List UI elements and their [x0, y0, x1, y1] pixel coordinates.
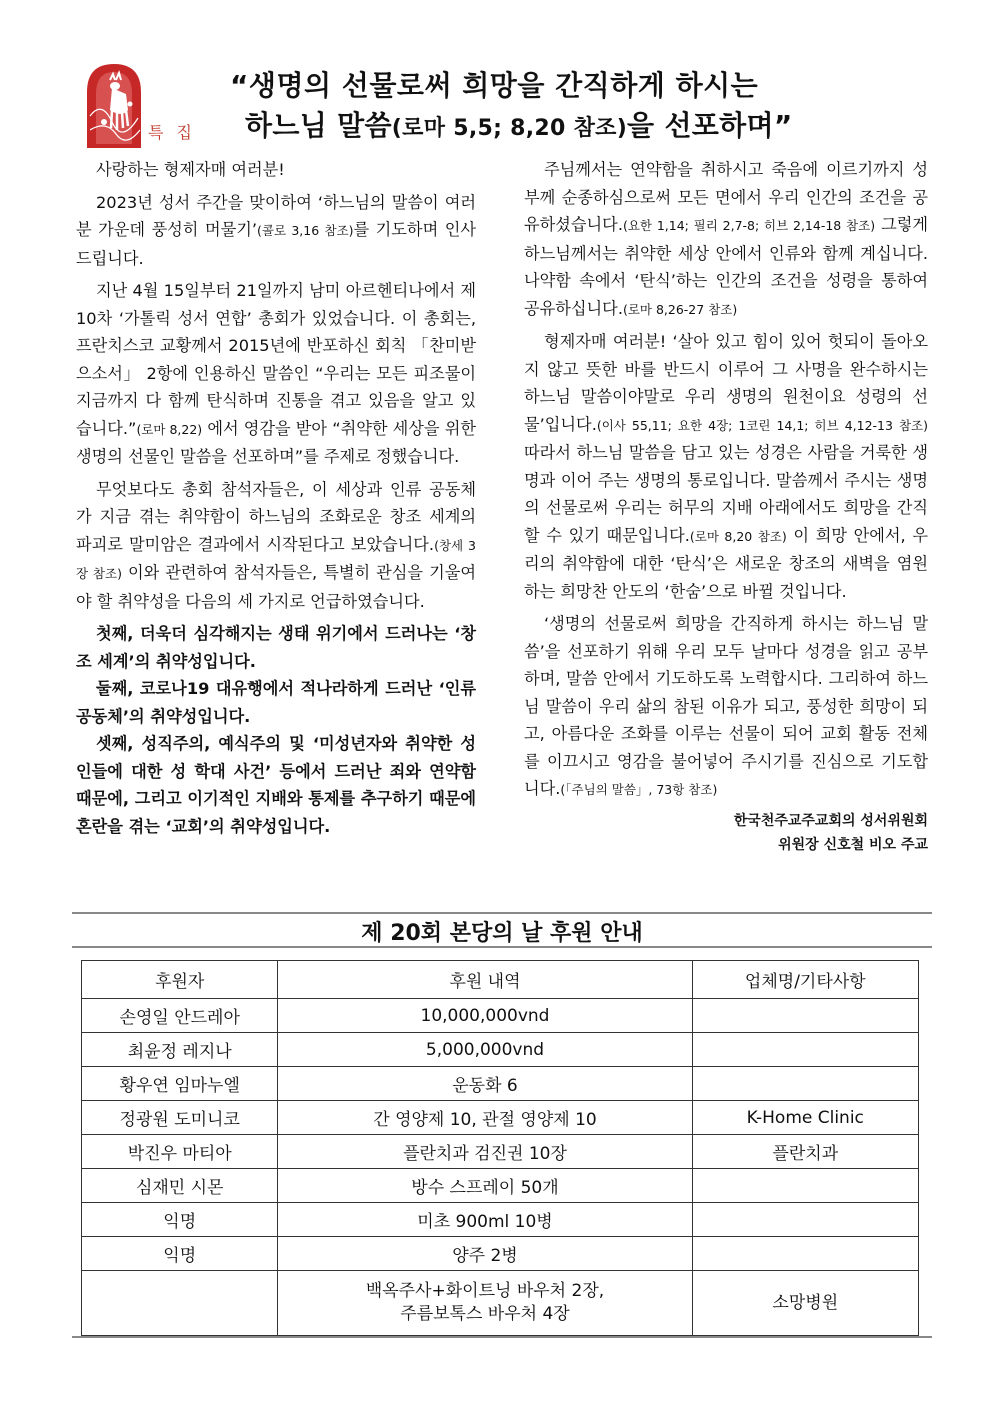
item-cell: 방수 스프레이 50개: [278, 1169, 692, 1203]
left-column: [76, 156, 476, 840]
note-cell: [692, 1067, 918, 1101]
scripture-ref: (로마 8,22): [136, 421, 203, 437]
table-row: [82, 1033, 919, 1067]
page-title-line-2: [245, 104, 793, 144]
note-cell: 소망병원: [692, 1271, 918, 1336]
support-notice-title: 제 20회 본당의 날 후원 안내: [361, 921, 643, 946]
table-row: [82, 1067, 919, 1101]
column-header-note: 업체명/기타사항: [692, 961, 918, 999]
donor-cell: 황우연 임마누엘: [82, 1067, 278, 1101]
note-cell: [692, 1237, 918, 1271]
text: 그렇게 하느님께서는 취약한 세상 안에서 인류와 함께 계십니다. 나약함 속에서 ‘탄식’하는 인간의 조건을 성령을 통하여 공유하십니다.: [524, 215, 928, 318]
greeting: 사랑하는 형제자매 여러분!: [96, 160, 285, 179]
item-cell: [278, 1271, 692, 1336]
table-header-row: [82, 961, 919, 999]
table-row: [82, 1203, 919, 1237]
item-cell: 10,000,000vnd: [278, 999, 692, 1033]
text: 2023년 성서 주간을 맞이하여 ‘하느님의 말씀이 여러분 가운데 풍성히 머물기’: [76, 192, 476, 239]
note-cell: K-Home Clinic: [692, 1101, 918, 1135]
scripture-ref: (콜로 3,16 참조): [257, 223, 354, 238]
signature-chair: 위원장 신호철 비오 주교: [778, 836, 928, 853]
scripture-ref: (「주님의 말씀」, 73항 참조): [560, 782, 718, 797]
divider-bottom: [72, 1336, 932, 1338]
title-part-b: 을 선포하며”: [627, 109, 793, 142]
badge-label: 특 집: [148, 123, 196, 142]
note-cell: [692, 1169, 918, 1203]
page-title-line-1: “생명의 선물로써 희망을 간직하게 하시는: [230, 69, 759, 102]
paragraph-3: [76, 277, 476, 471]
item-cell: 간 영양제 10, 관절 영양제 10: [278, 1101, 692, 1135]
donor-cell: 박진우 마티아: [82, 1135, 278, 1169]
table-row: [82, 1101, 919, 1135]
item-cell: 5,000,000vnd: [278, 1033, 692, 1067]
signature-committee: 한국천주교주교회의 성서위원회: [733, 812, 928, 829]
paragraph-7: [524, 610, 928, 804]
note-cell: 플란치과: [692, 1135, 918, 1169]
text: 를 기도하며 인사드립니다.: [76, 220, 476, 268]
point-first: 첫째, 더욱더 심각해지는 생태 위기에서 드러나는 ‘창조 세계’의 취약성입니다.: [76, 624, 476, 671]
support-table: [81, 960, 919, 1336]
text: 에서 영감을 받아 “취약한 세상을 위한 생명의 선물인 말씀을 선포하며”를 주제로 정했습니다.: [76, 418, 476, 466]
column-header-donor: 후원자: [82, 961, 278, 999]
item-line-2: 주름보톡스 바우처 4장: [400, 1304, 570, 1324]
scripture-ref: (로마 8,26-27 참조): [622, 301, 738, 317]
text: 지난 4월 15일부터 21일까지 남미 아르헨티나에서 제10차 ‘가톨릭 성서 연합’ 총회가 있었습니다. 이 총회는, 프란치스코 교황께서 2015년에 반포하신 회칙 「찬미받으소서」 2항에 인용하신 말씀인 “우리는 모든 피조물이 지금까지 다 함께 탄식하며 진통을 겪고 있음을 알고 있습니다.”: [76, 281, 476, 438]
text: 형제자매 여러분! ‘살아 있고 힘이 있어 헛되이 돌아오지 않고 뜻한 바를 반드시 이루어 그 사명을 완수하시는 하느님 말씀이야말로 우리 생명의 원천이요 성령의 선물’입니다.: [524, 332, 928, 434]
donor-cell: 익명: [82, 1203, 278, 1237]
note-cell: [692, 1203, 918, 1237]
donor-cell: 손영일 안드레아: [82, 999, 278, 1033]
text: 이와 관련하여 참석자들은, 특별히 관심을 기울여야 할 취약성을 다음의 세 가지로 언급하였습니다.: [76, 563, 477, 611]
table-row: [82, 1271, 919, 1336]
paragraph-4: [76, 476, 476, 616]
paragraph-6: [524, 328, 928, 605]
item-cell: 운동화 6: [278, 1067, 692, 1101]
item-line-1: 백옥주사+화이트닝 바우처 2장,: [365, 1281, 605, 1301]
note-cell: [692, 1033, 918, 1067]
scripture-ref: (이사 55,11; 요한 4장; 1코린 14,1; 히브 4,12-13 참조): [596, 417, 928, 433]
table-row: [82, 1169, 919, 1203]
table-row: [82, 1237, 919, 1271]
text: 주님께서는 연약함을 취하시고 죽음에 이르기까지 성부께 순종하심으로써 모든 면에서 우리 인간의 조건을 공유하셨습니다.: [524, 160, 928, 234]
item-cell: 플란치과 검진권 10장: [278, 1135, 692, 1169]
title-part-a: 하느님 말씀: [245, 109, 392, 142]
paragraph-5: [524, 156, 928, 323]
right-column: [524, 156, 928, 857]
paragraph-2: [76, 189, 476, 273]
text: 이 희망 안에서, 우리의 취약함에 대한 ‘탄식’은 새로운 창조의 새벽을 염원하는 희망찬 안도의 ‘한숨’으로 바뀔 것입니다.: [524, 525, 928, 601]
divider-top: [72, 912, 932, 914]
item-cell: 미초 900ml 10병: [278, 1203, 692, 1237]
scripture-ref: (창세 3장 참조): [76, 537, 477, 581]
text: 무엇보다도 총회 참석자들은, 이 세상과 인류 공동체가 지금 겪는 취약함이 하느님의 조화로운 창조 세계의 파괴로 말미암은 결과에서 시작된다고 보았습니다.: [76, 479, 476, 554]
table-row: [82, 1135, 919, 1169]
text: ‘생명의 선물로써 희망을 간직하게 하시는 하느님 말씀’을 선포하기 위해 우리 모두 날마다 성경을 읽고 공부하며, 말씀 안에서 기도하도록 노력합시다. 그리하여 하느님 말씀이 우리 삶의 참된 이유가 되고, 풍성한 희망이 되고, 아름다운 조화를 이루는 선물이 되어 교회 활동 전체를 이끄시고 영감을 불어넣어 주시기를 진심으로 기도합니다.: [524, 614, 928, 798]
note-cell: [692, 999, 918, 1033]
scripture-ref: (로마 8,20 참조): [689, 528, 787, 544]
title-scripture-ref: (로마 5,5; 8,20 참조): [391, 116, 628, 141]
table-row: [82, 999, 919, 1033]
donor-cell: 정광원 도미니코: [82, 1101, 278, 1135]
scripture-ref: (요한 1,14; 필리 2,7-8; 히브 2,14-18 참조): [622, 218, 876, 233]
special-feature-badge: [82, 60, 200, 148]
donor-cell: 심재민 시몬: [82, 1169, 278, 1203]
text: 따라서 하느님 말씀을 담고 있는 성경은 사람을 거룩한 생명과 이어 주는 생명의 통로입니다. 말씀께서 주시는 생명의 선물로써 우리는 허무의 지배 아래에서도 희망을 간직할 수 있기 때문입니다.: [524, 443, 928, 545]
donor-cell: [82, 1271, 278, 1336]
point-second: 둘째, 코로나19 대유행에서 적나라하게 드러난 ‘인류 공동체’의 취약성입니다.: [76, 679, 476, 726]
column-header-item: 후원 내역: [278, 961, 692, 999]
item-cell: 양주 2병: [278, 1237, 692, 1271]
donor-cell: 익명: [82, 1237, 278, 1271]
donor-cell: 최윤정 레지나: [82, 1033, 278, 1067]
point-third: 셋째, 성직주의, 예식주의 및 ‘미성년자와 취약한 성인들에 대한 성 학대 사건’ 등에서 드러난 죄와 연약함 때문에, 그리고 이기적인 지배와 통제를 추구하기 때문에 혼란을 겪는 ‘교회’의 취약성입니다.: [76, 734, 476, 836]
